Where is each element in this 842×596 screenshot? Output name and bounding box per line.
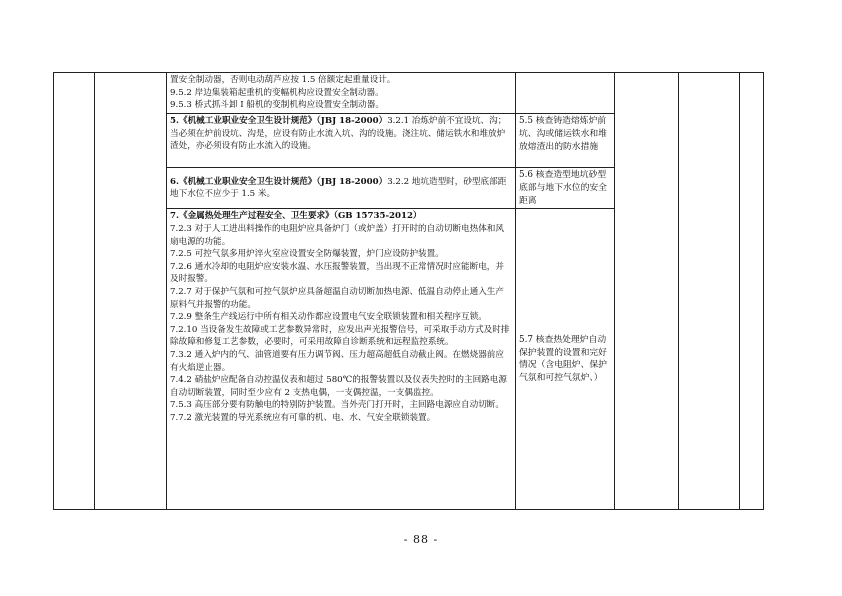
requirement-title: 6.《机械工业职业安全卫生设计规范》（JBJ 18-2000） <box>170 176 388 187</box>
requirement-line: 7.5.3 高压部分要有防触电的特别防护装置。当外壳门打开时，主回路电源应自动切断。 <box>170 400 504 411</box>
requirement-title: 7.《金属热处理生产过程安全、卫生要求》（GB 15735-2012） <box>170 211 422 222</box>
requirement-line: 7.2.9 整条生产线运行中所有相关动作都应设置电气安全联锁装置和相关程序互锁。 <box>170 312 487 323</box>
requirement-line: 7.7.2 激光装置的导光系统应有可靠的机、电、水、气安全联锁装置。 <box>170 412 436 423</box>
requirement-cell <box>167 73 516 114</box>
page-number: - 88 - <box>403 533 439 546</box>
item-cell <box>95 73 167 510</box>
requirement-cell <box>167 168 516 209</box>
table-row <box>54 73 764 114</box>
requirement-title: 5.《机械工业职业安全卫生设计规范》（JBJ 18-2000） <box>170 116 388 126</box>
index-cell <box>54 73 95 510</box>
check-cell: 5.7 核查热处理炉自动保护装置的设置和完好情况（含电阻炉、保护气氛和可控气氛炉、） <box>516 209 615 510</box>
requirement-text: 3.2.1 冶炼炉前不宜设坑、沟；当必须在炉前设坑、沟是，应设有防止水流入坑、沟的设施。浇注坑、储运铁水和堆放炉渣处，亦必须设有防止水流入的设施。 <box>170 116 507 152</box>
requirement-line: 7.2.7 对于保护气氛和可控气氛炉应具备超温自动切断加热电源、低温自动停止通入生产原料气并报警的功能。 <box>170 286 504 310</box>
check-cell: 5.6 核查造型地坑砂型底部与地下水位的安全距离 <box>516 168 615 209</box>
requirement-line: 7.3.2 通入炉内的气、油管道要有压力调节阀、压力超高超低自动截止阀。在燃烧器前应有火焰逆止器。 <box>170 349 504 373</box>
remark-cell <box>679 73 740 510</box>
requirement-line: 7.2.5 可控气氛多用炉淬火室应设置安全防爆装置，炉门应设防护装置。 <box>170 249 444 260</box>
check-cell <box>516 73 615 114</box>
requirement-line: 置安全制动器，否则电动葫芦应按 1.5 倍额定起重量设计。 <box>170 75 396 85</box>
inspection-table <box>53 72 764 510</box>
requirement-line: 9.5.2 岸边集装箱起重机的变幅机构应设置安全制动器。 <box>170 87 384 98</box>
requirement-cell <box>167 114 516 168</box>
check-cell: 5.5 核查铸造熔炼炉前坑、沟或储运铁水和堆放熔渣出的防水措施 <box>516 114 615 168</box>
requirement-line: 9.5.3 桥式抓斗卸 I 船机的变制机构应设置安全制动器。 <box>170 100 384 111</box>
requirement-line: 7.2.10 当设备发生故障或工艺参数异常时，应发出声光报警信号，可采取手动方式及时排除故障和修复工艺参数，必要时，可采用故障自诊断系统和远程监控系统。 <box>170 324 510 348</box>
requirement-line: 7.4.2 硝盐炉应配备自动控温仪表和超过 580℃的报警装置以及仪表失控时的主回路电源自动切断装置，同时至少应有 2 支热电偶，一支偶控温，一支偶监控。 <box>170 375 507 398</box>
note-cell <box>740 73 764 510</box>
requirement-cell <box>167 209 516 510</box>
result-cell <box>615 73 679 510</box>
requirement-text: 3.2.2 地坑造型时，砂型底部距地下水位不应少于 1.5 米。 <box>170 176 507 200</box>
requirement-line: 7.2.6 通水冷却的电阻炉应安装水温、水压报警装置，当出现不正常情况时应能断电，并及时报警。 <box>170 261 504 285</box>
requirement-line: 7.2.3 对于人工进出料操作的电阻炉应具备炉门（或炉盖）打开时的自动切断电热体和风扇电源的功能。 <box>170 223 504 247</box>
